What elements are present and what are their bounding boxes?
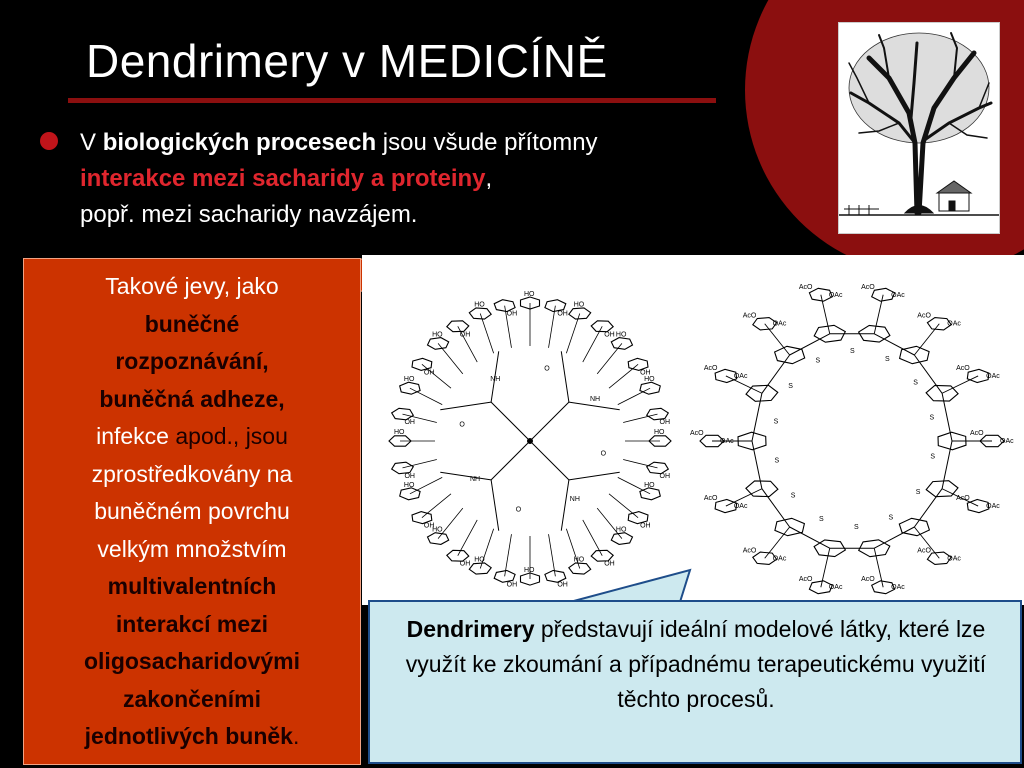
bullet-paragraph bbox=[80, 125, 770, 233]
structure-label: OAc bbox=[828, 584, 843, 592]
structure-label: OH bbox=[404, 419, 415, 427]
dendrimer-branch bbox=[561, 480, 569, 531]
structure-label: OAc bbox=[986, 372, 1000, 380]
callout-left-t1: Takové jevy, jako bbox=[105, 273, 279, 299]
structure-label: S bbox=[819, 516, 824, 524]
dendrimer-branch bbox=[561, 351, 569, 402]
structure-label: HO bbox=[474, 301, 485, 309]
bullet-icon bbox=[40, 132, 58, 150]
dendrimer-branch bbox=[530, 441, 569, 480]
structure-label: S bbox=[884, 355, 890, 363]
callout-left-t6: zprostředkovány na bbox=[91, 460, 293, 487]
structure-label: HO bbox=[573, 301, 585, 309]
structure-label: O bbox=[515, 506, 522, 514]
structure-label: OAc bbox=[891, 584, 905, 592]
cyclic-backbone bbox=[790, 334, 830, 355]
structure-label: AcO bbox=[970, 430, 984, 437]
structure-label: S bbox=[773, 418, 779, 426]
cyclic-backbone bbox=[762, 489, 790, 527]
structure-label: OAc bbox=[947, 320, 961, 328]
structure-label: OAc bbox=[986, 503, 1000, 511]
callout-bottom-bold: Dendrimery bbox=[406, 616, 535, 642]
structure-label: AcO bbox=[861, 576, 875, 584]
bullet-text-part1: V bbox=[80, 129, 103, 156]
structure-label: HO bbox=[654, 429, 665, 436]
structure-label: S bbox=[930, 453, 936, 461]
structure-label: OAc bbox=[828, 291, 843, 299]
structure-label: OH bbox=[659, 472, 671, 480]
callout-left-t9: . bbox=[292, 723, 300, 749]
structure-label: HO bbox=[403, 481, 415, 489]
structure-label: HO bbox=[644, 481, 655, 489]
callout-left-b2: rozpoznávání bbox=[115, 348, 263, 374]
structure-label: NH bbox=[590, 396, 601, 404]
structure-label: OH bbox=[640, 369, 651, 377]
structure-label: NH bbox=[569, 496, 580, 504]
bullet-bold-text: biologických procesech bbox=[102, 129, 377, 156]
sugar-ring bbox=[569, 308, 591, 319]
callout-left-b1: buněčné bbox=[144, 310, 240, 337]
structure-label: OAc bbox=[733, 372, 748, 380]
sugar-ring bbox=[647, 408, 669, 420]
structure-label: AcO bbox=[742, 547, 757, 555]
structure-label: S bbox=[850, 348, 855, 356]
callout-left-b4: multivalentních bbox=[107, 573, 277, 599]
structure-label: OAc bbox=[1000, 438, 1014, 445]
dendrimer-branch bbox=[491, 480, 499, 531]
sugar-ring bbox=[469, 563, 491, 574]
structure-label: AcO bbox=[917, 312, 931, 320]
structure-label: AcO bbox=[956, 364, 970, 372]
callout-left-b3: buněčná adheze bbox=[99, 385, 279, 412]
cyclic-backbone bbox=[762, 355, 790, 393]
structure-label: HO bbox=[474, 556, 485, 564]
dendrimer-arm bbox=[609, 364, 638, 388]
structure-label: OH bbox=[557, 310, 568, 318]
structure-label: AcO bbox=[742, 312, 757, 320]
structure-label: OAc bbox=[947, 555, 961, 563]
dendrimer-arm bbox=[505, 534, 512, 576]
callout-left-b6: oligosacharidovými bbox=[83, 648, 300, 674]
callout-left-t2: , bbox=[262, 348, 269, 374]
structure-label: S bbox=[853, 523, 859, 531]
dendrimer-arm bbox=[618, 388, 650, 404]
left-callout-text bbox=[36, 268, 348, 756]
structure-label: HO bbox=[432, 331, 443, 339]
structure-label: HO bbox=[394, 429, 405, 436]
structure-label: OH bbox=[557, 581, 568, 589]
dendrimer-structures-image bbox=[362, 255, 1024, 605]
structure-label: OH bbox=[604, 331, 615, 339]
dendrimer-branch bbox=[491, 402, 530, 441]
dendrimer-arm bbox=[549, 306, 556, 348]
callout-left-t7: buněčném povrchu bbox=[94, 498, 290, 524]
structure-label: HO bbox=[615, 331, 627, 339]
structure-label: OH bbox=[404, 472, 415, 480]
structure-label: HO bbox=[524, 567, 535, 574]
dendrimer-arm bbox=[609, 494, 638, 518]
structure-label: NH bbox=[490, 375, 501, 383]
bullet-highlight: interakce mezi sacharidy a proteiny bbox=[80, 165, 486, 192]
structure-label: S bbox=[788, 382, 793, 390]
bottom-callout-text bbox=[378, 612, 1014, 717]
callout-left-b8: jednotlivých buněk bbox=[84, 723, 293, 749]
structure-label: OAc bbox=[772, 320, 787, 328]
structure-label: HO bbox=[432, 526, 443, 534]
structure-label: S bbox=[888, 514, 894, 522]
slide-title: Dendrimery v MEDICÍNĚ bbox=[86, 35, 608, 87]
structure-label: NH bbox=[469, 475, 481, 483]
sugar-ring bbox=[569, 563, 591, 574]
dendrimer-branch bbox=[569, 402, 620, 410]
dendrimer-branch bbox=[530, 402, 569, 441]
structure-label: OAc bbox=[772, 555, 787, 563]
structure-label: S bbox=[915, 489, 921, 497]
bullet-text-line3: popř. mezi sacharidy navzájem. bbox=[80, 201, 418, 228]
structure-label: AcO bbox=[703, 495, 718, 503]
callout-bottom-text: představují ideální modelové látky, které lze využít ke zkoumání a případnému terapeutickému využití těchto procesů. bbox=[405, 616, 987, 712]
dendrimer-arm bbox=[422, 494, 451, 518]
structure-label: S bbox=[929, 414, 935, 422]
callout-left-t5: apod., jsou bbox=[175, 423, 288, 449]
dendrimer-arm bbox=[549, 534, 556, 576]
structure-label: OH bbox=[604, 560, 615, 568]
structure-label: OH bbox=[659, 419, 671, 427]
callout-left-b7: zakončeními bbox=[122, 685, 262, 712]
structure-label: S bbox=[815, 357, 821, 365]
dendrimer-branch bbox=[569, 472, 620, 480]
structure-label: AcO bbox=[861, 283, 875, 291]
sugar-ring bbox=[469, 308, 491, 319]
structure-label: AcO bbox=[956, 495, 970, 503]
structure-label: O bbox=[544, 365, 550, 373]
structure-label: HO bbox=[644, 376, 655, 384]
cyclic-backbone bbox=[874, 527, 914, 548]
callout-left-t8: velkým množstvím bbox=[97, 535, 287, 562]
dendrimer-branch bbox=[491, 441, 530, 480]
cyclic-backbone bbox=[914, 355, 942, 393]
structure-label: O bbox=[600, 450, 607, 458]
tree-illustration bbox=[838, 22, 1000, 234]
structure-label: OAc bbox=[733, 503, 748, 511]
cyclic-backbone bbox=[790, 527, 830, 548]
structure-label: OH bbox=[506, 310, 518, 318]
structure-label: HO bbox=[573, 556, 585, 564]
bullet-text-part2: jsou všude přítomny bbox=[376, 129, 598, 156]
structure-label: OH bbox=[423, 369, 435, 377]
title-underline bbox=[68, 98, 716, 103]
callout-left-b5: interakcí mezi bbox=[115, 610, 269, 637]
structure-label: AcO bbox=[690, 430, 704, 437]
dendrimer-branch bbox=[440, 402, 491, 410]
structure-label: HO bbox=[403, 376, 415, 384]
structure-label: AcO bbox=[798, 283, 813, 291]
structure-label: OAc bbox=[720, 438, 734, 445]
dendrimer-arm bbox=[410, 388, 442, 404]
structure-label: OH bbox=[459, 560, 471, 568]
structure-label: OH bbox=[459, 331, 471, 339]
structure-label: S bbox=[913, 379, 918, 387]
structure-label: OH bbox=[640, 522, 651, 530]
structure-label: AcO bbox=[798, 576, 813, 584]
structure-label: OH bbox=[506, 581, 518, 589]
bullet-text-part3: , bbox=[485, 165, 493, 192]
structure-label: HO bbox=[524, 291, 535, 298]
callout-left-t4: infekce bbox=[96, 423, 169, 449]
structure-label: OH bbox=[423, 522, 435, 530]
structure-label: S bbox=[774, 457, 780, 465]
cyclic-link bbox=[942, 376, 978, 393]
callout-left-t3: , bbox=[278, 385, 285, 412]
cyclic-backbone bbox=[874, 334, 914, 355]
dendrimer-branch bbox=[440, 472, 491, 480]
structure-label: S bbox=[790, 492, 796, 500]
structure-label: HO bbox=[615, 526, 627, 534]
structure-label: OAc bbox=[891, 291, 905, 299]
structure-label: AcO bbox=[703, 364, 718, 372]
structure-label: AcO bbox=[917, 547, 931, 555]
structure-label: O bbox=[459, 421, 465, 429]
sugar-ring bbox=[392, 408, 414, 420]
